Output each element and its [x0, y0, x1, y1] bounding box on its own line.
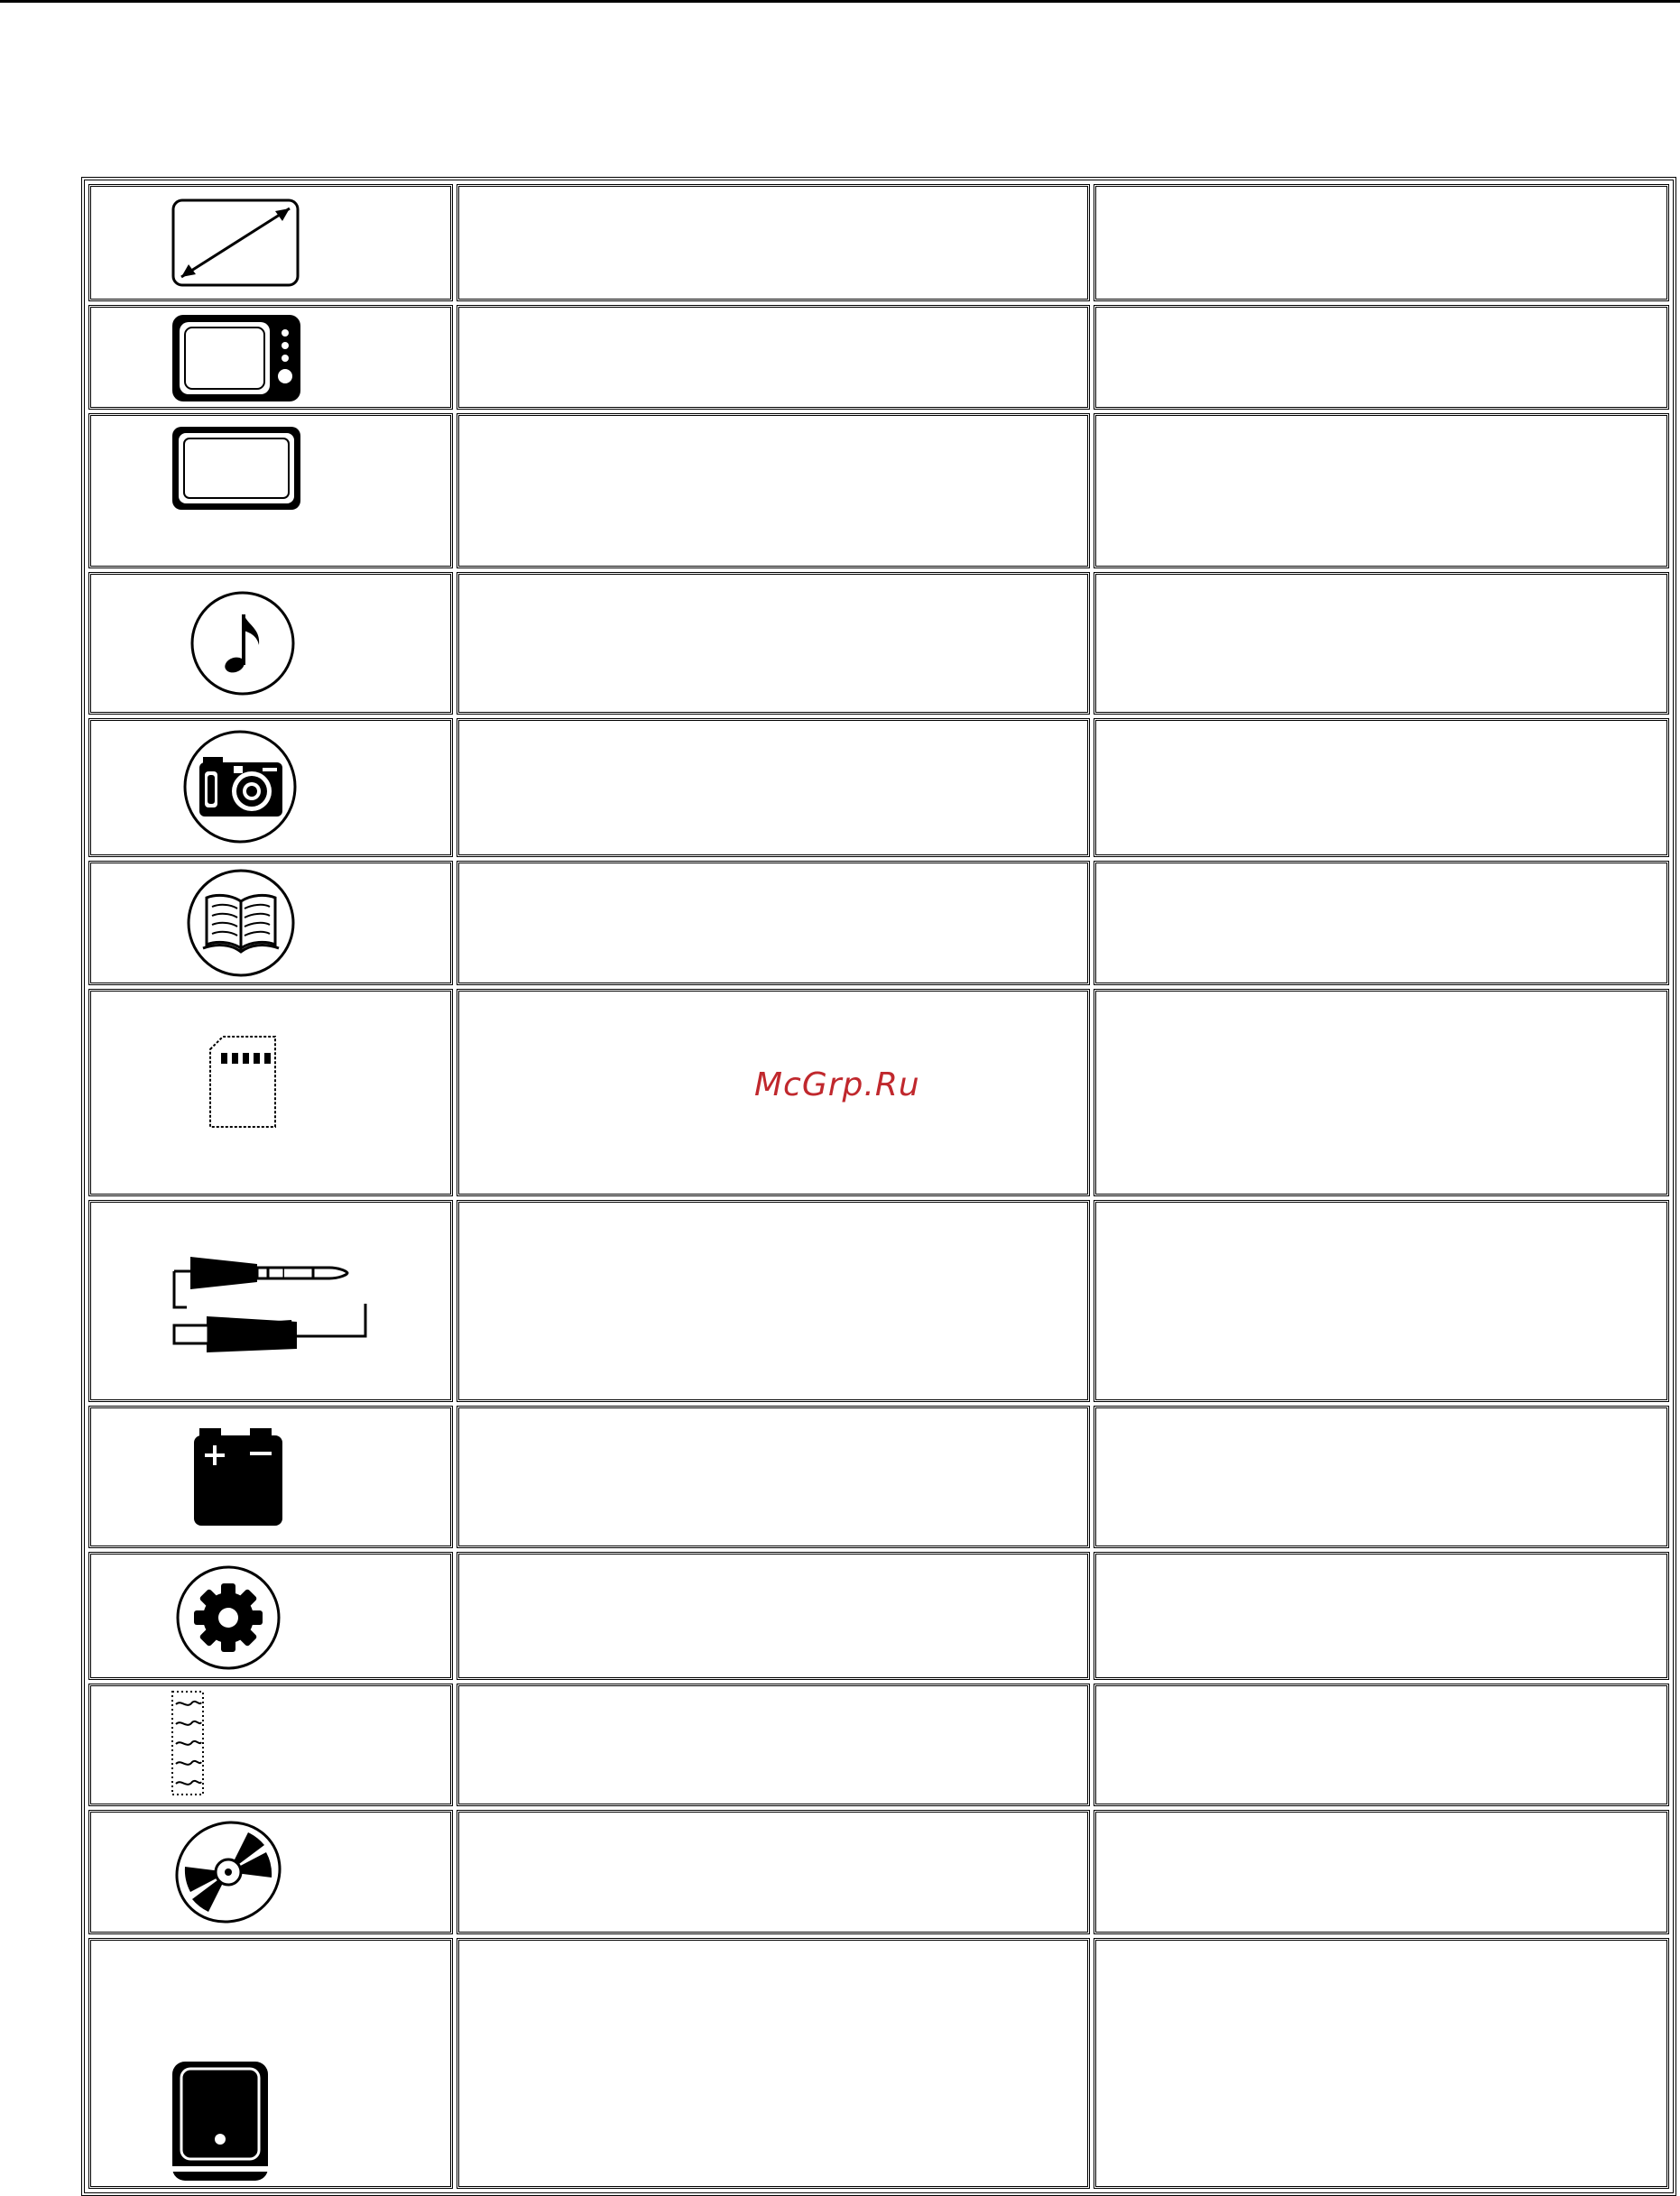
spec-cell: [1094, 572, 1669, 715]
table-row: [88, 413, 1669, 568]
table-row: [88, 1938, 1669, 2189]
spec-cell: [1094, 861, 1669, 985]
watermark: McGrp.Ru: [754, 1066, 920, 1103]
audio-cable-icon: [171, 1239, 369, 1356]
spec-cell: [1094, 305, 1669, 410]
settings-gear-icon: [174, 1564, 282, 1672]
feature-cell: [457, 1684, 1090, 1806]
spec-cell: [1094, 1406, 1669, 1548]
table-row: [88, 1810, 1669, 1934]
device-dock-icon: [171, 2060, 270, 2182]
table-row: [88, 305, 1669, 410]
cd-disc-icon: [172, 1820, 284, 1924]
tv-icon: [171, 313, 302, 403]
feature-cell: [457, 413, 1090, 568]
feature-cell: [457, 1938, 1090, 2189]
feature-cell: [457, 305, 1090, 410]
spec-cell: [1094, 1552, 1669, 1680]
spring-icon: [171, 1690, 207, 1796]
table-row: [88, 184, 1669, 301]
music-note-icon: [189, 589, 297, 697]
feature-cell: [457, 1552, 1090, 1680]
feature-cell: [457, 572, 1090, 715]
battery-icon: [192, 1428, 284, 1527]
spec-cell: [1094, 1684, 1669, 1806]
screen-diagonal-icon: [171, 198, 300, 288]
spec-cell: [1094, 989, 1669, 1196]
spec-cell: [1094, 184, 1669, 301]
camera-icon: [181, 728, 299, 845]
feature-cell: [457, 1810, 1090, 1934]
memory-card-icon: [208, 1035, 277, 1129]
feature-cell: [457, 184, 1090, 301]
feature-cell: [457, 718, 1090, 857]
table-row: [88, 718, 1669, 857]
spec-cell: [1094, 1938, 1669, 2189]
spec-cell: [1094, 1810, 1669, 1934]
spec-cell: [1094, 413, 1669, 568]
spec-table: [81, 177, 1676, 2196]
table-row: [88, 1406, 1669, 1548]
spec-cell: [1094, 718, 1669, 857]
feature-cell: [457, 861, 1090, 985]
table-row: [88, 1200, 1669, 1402]
spec-cell: [1094, 1200, 1669, 1402]
display-screen-icon: [171, 425, 302, 512]
feature-cell: [457, 1200, 1090, 1402]
table-row: [88, 1552, 1669, 1680]
ebook-icon: [185, 867, 297, 979]
top-rule: [0, 0, 1680, 3]
feature-cell: [457, 1406, 1090, 1548]
table-row: [88, 861, 1669, 985]
table-row: [88, 572, 1669, 715]
table-row: [88, 1684, 1669, 1806]
